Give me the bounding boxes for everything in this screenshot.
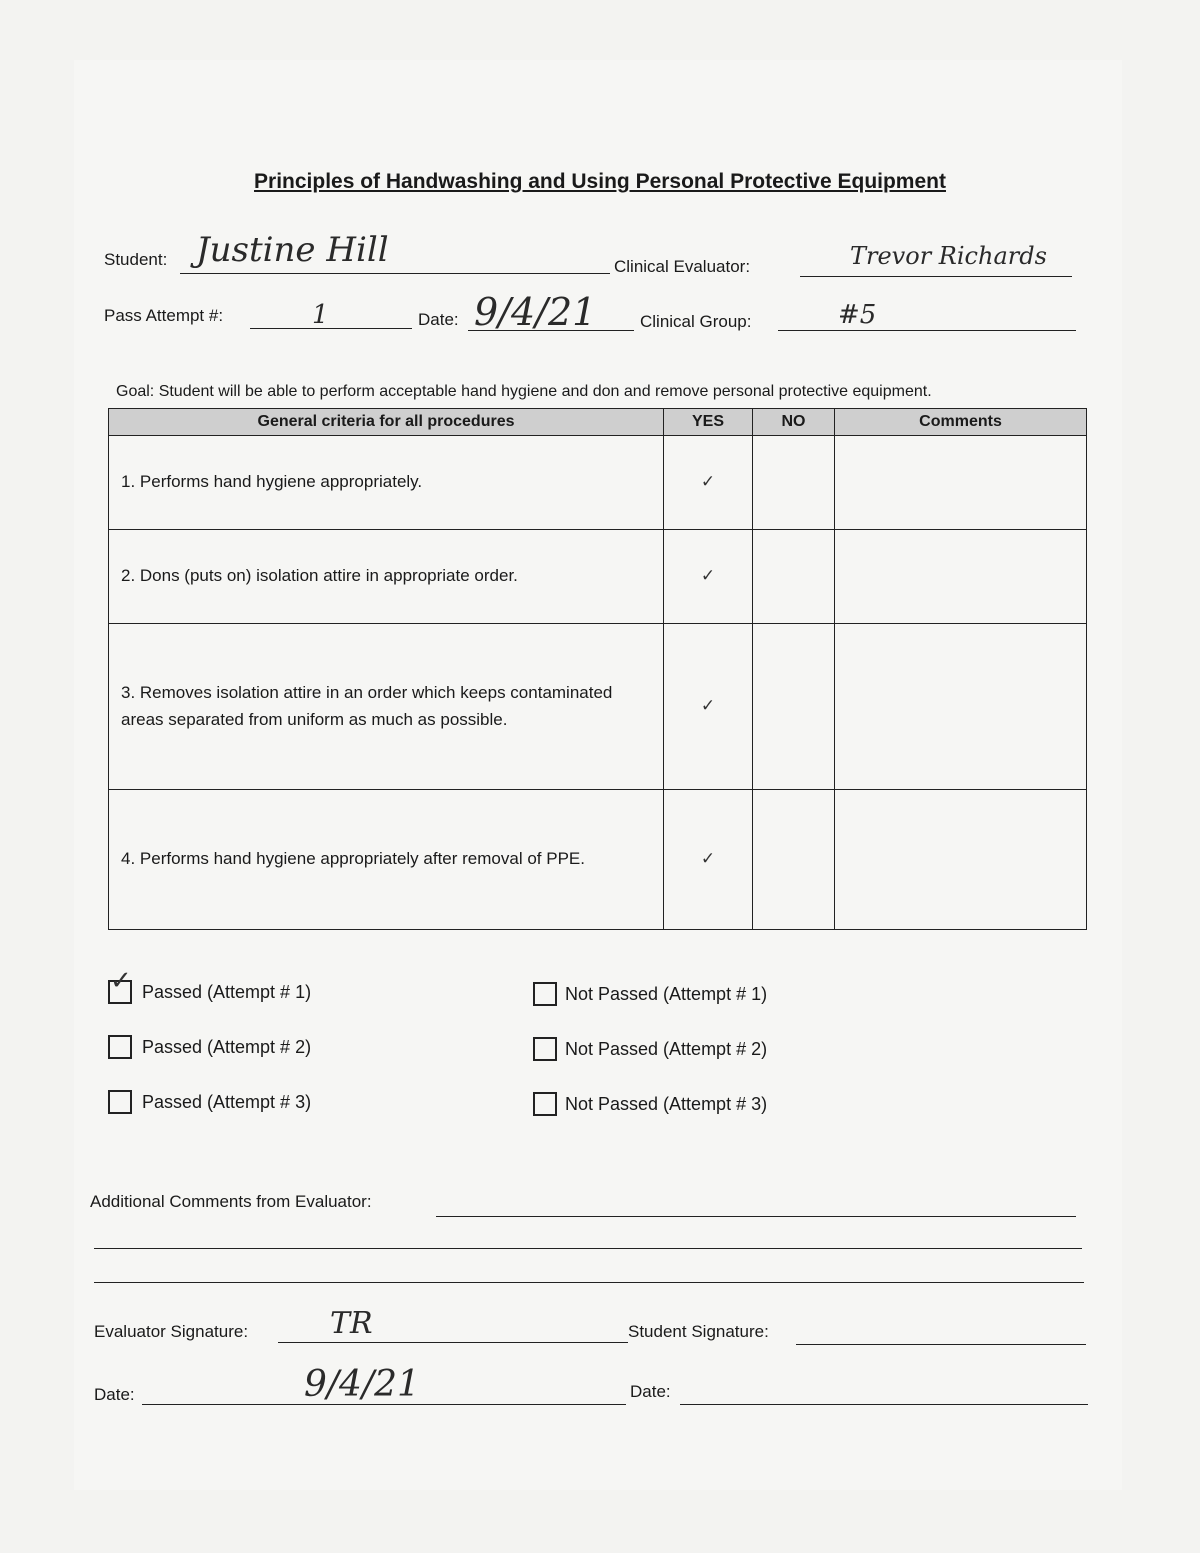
attempt-label: Pass Attempt #: — [104, 306, 224, 325]
student-line — [180, 273, 610, 274]
header-criteria: General criteria for all procedures — [109, 409, 664, 436]
criterion-cell: 3. Removes isolation attire in an order which keeps contaminated areas separated from uniform as much as possible. — [109, 624, 664, 790]
yes-check-mark: ✓ — [664, 530, 753, 624]
student-handwriting: Justine Hill — [196, 230, 389, 270]
date-label: Date: — [418, 310, 459, 329]
comments-cell — [835, 624, 1087, 790]
not-passed-attempt-2-checkbox[interactable] — [533, 1037, 557, 1061]
passed-attempt-2-checkbox[interactable] — [108, 1035, 132, 1059]
date-handwriting: 9/4/21 — [474, 290, 597, 334]
passed-attempt-3-label: Passed (Attempt # 3) — [142, 1092, 312, 1112]
evaluator-signature-label: Evaluator Signature: — [94, 1322, 249, 1341]
passed-attempt-3-checkbox[interactable] — [108, 1090, 132, 1114]
not-passed-attempt-3-checkbox[interactable] — [533, 1092, 557, 1116]
form-title: Principles of Handwashing and Using Personal Protective Equipment — [254, 170, 946, 193]
comments-cell — [835, 790, 1087, 930]
not-passed-attempt-2-label: Not Passed (Attempt # 2) — [565, 1039, 768, 1059]
comments-cell — [835, 530, 1087, 624]
additional-comments-label: Additional Comments from Evaluator: — [90, 1192, 372, 1211]
comments-cell — [835, 436, 1087, 530]
criteria-table — [108, 408, 1087, 930]
table-row — [109, 436, 1087, 530]
evaluator-signature-line — [278, 1342, 628, 1343]
yes-check-mark: ✓ — [664, 624, 753, 790]
yes-check-mark: ✓ — [664, 436, 753, 530]
no-cell — [753, 436, 835, 530]
criterion-cell: 2. Dons (puts on) isolation attire in appropriate order. — [109, 530, 664, 624]
table-row — [109, 790, 1087, 930]
no-cell — [753, 624, 835, 790]
comments-line-2[interactable] — [94, 1248, 1082, 1249]
passed-attempt-1-label: Passed (Attempt # 1) — [142, 982, 312, 1002]
group-handwriting: #5 — [838, 300, 877, 330]
student-date-line[interactable] — [680, 1404, 1088, 1405]
student-label: Student: — [104, 250, 168, 269]
passed-attempt-2-label: Passed (Attempt # 2) — [142, 1037, 312, 1057]
not-passed-attempt-1-label: Not Passed (Attempt # 1) — [565, 984, 768, 1004]
evaluator-signature-handwriting: TR — [330, 1306, 373, 1341]
group-line — [778, 330, 1076, 331]
evaluator-date-handwriting: 9/4/21 — [304, 1364, 420, 1405]
table-header-row — [109, 409, 1087, 436]
table-row — [109, 530, 1087, 624]
criterion-cell: 1. Performs hand hygiene appropriately. — [109, 436, 664, 530]
student-signature-line[interactable] — [796, 1344, 1086, 1345]
header-yes: YES — [664, 409, 753, 436]
student-date-label: Date: — [630, 1382, 671, 1401]
yes-check-mark: ✓ — [664, 790, 753, 930]
attempt-handwriting: 1 — [312, 300, 329, 330]
table-row — [109, 624, 1087, 790]
header-comments: Comments — [835, 409, 1087, 436]
not-passed-attempt-3-label: Not Passed (Attempt # 3) — [565, 1094, 768, 1114]
evaluator-handwriting: Trevor Richards — [850, 242, 1047, 270]
attempt-line — [250, 328, 412, 329]
evaluator-date-label: Date: — [94, 1385, 135, 1404]
group-label: Clinical Group: — [640, 312, 752, 331]
comments-line-3[interactable] — [94, 1282, 1084, 1283]
goal-text: Goal: Student will be able to perform acceptable hand hygiene and don and remove personal protective equipment. — [116, 383, 932, 400]
no-cell — [753, 790, 835, 930]
evaluator-label: Clinical Evaluator: — [614, 257, 751, 276]
no-cell — [753, 530, 835, 624]
not-passed-attempt-1-checkbox[interactable] — [533, 982, 557, 1006]
passed-attempt-1-check-mark: ✓ — [110, 966, 132, 996]
header-no: NO — [753, 409, 835, 436]
criterion-cell: 4. Performs hand hygiene appropriately after removal of PPE. — [109, 790, 664, 930]
student-signature-label: Student Signature: — [628, 1322, 769, 1341]
comments-line-1[interactable] — [436, 1216, 1076, 1217]
evaluator-line — [800, 276, 1072, 277]
